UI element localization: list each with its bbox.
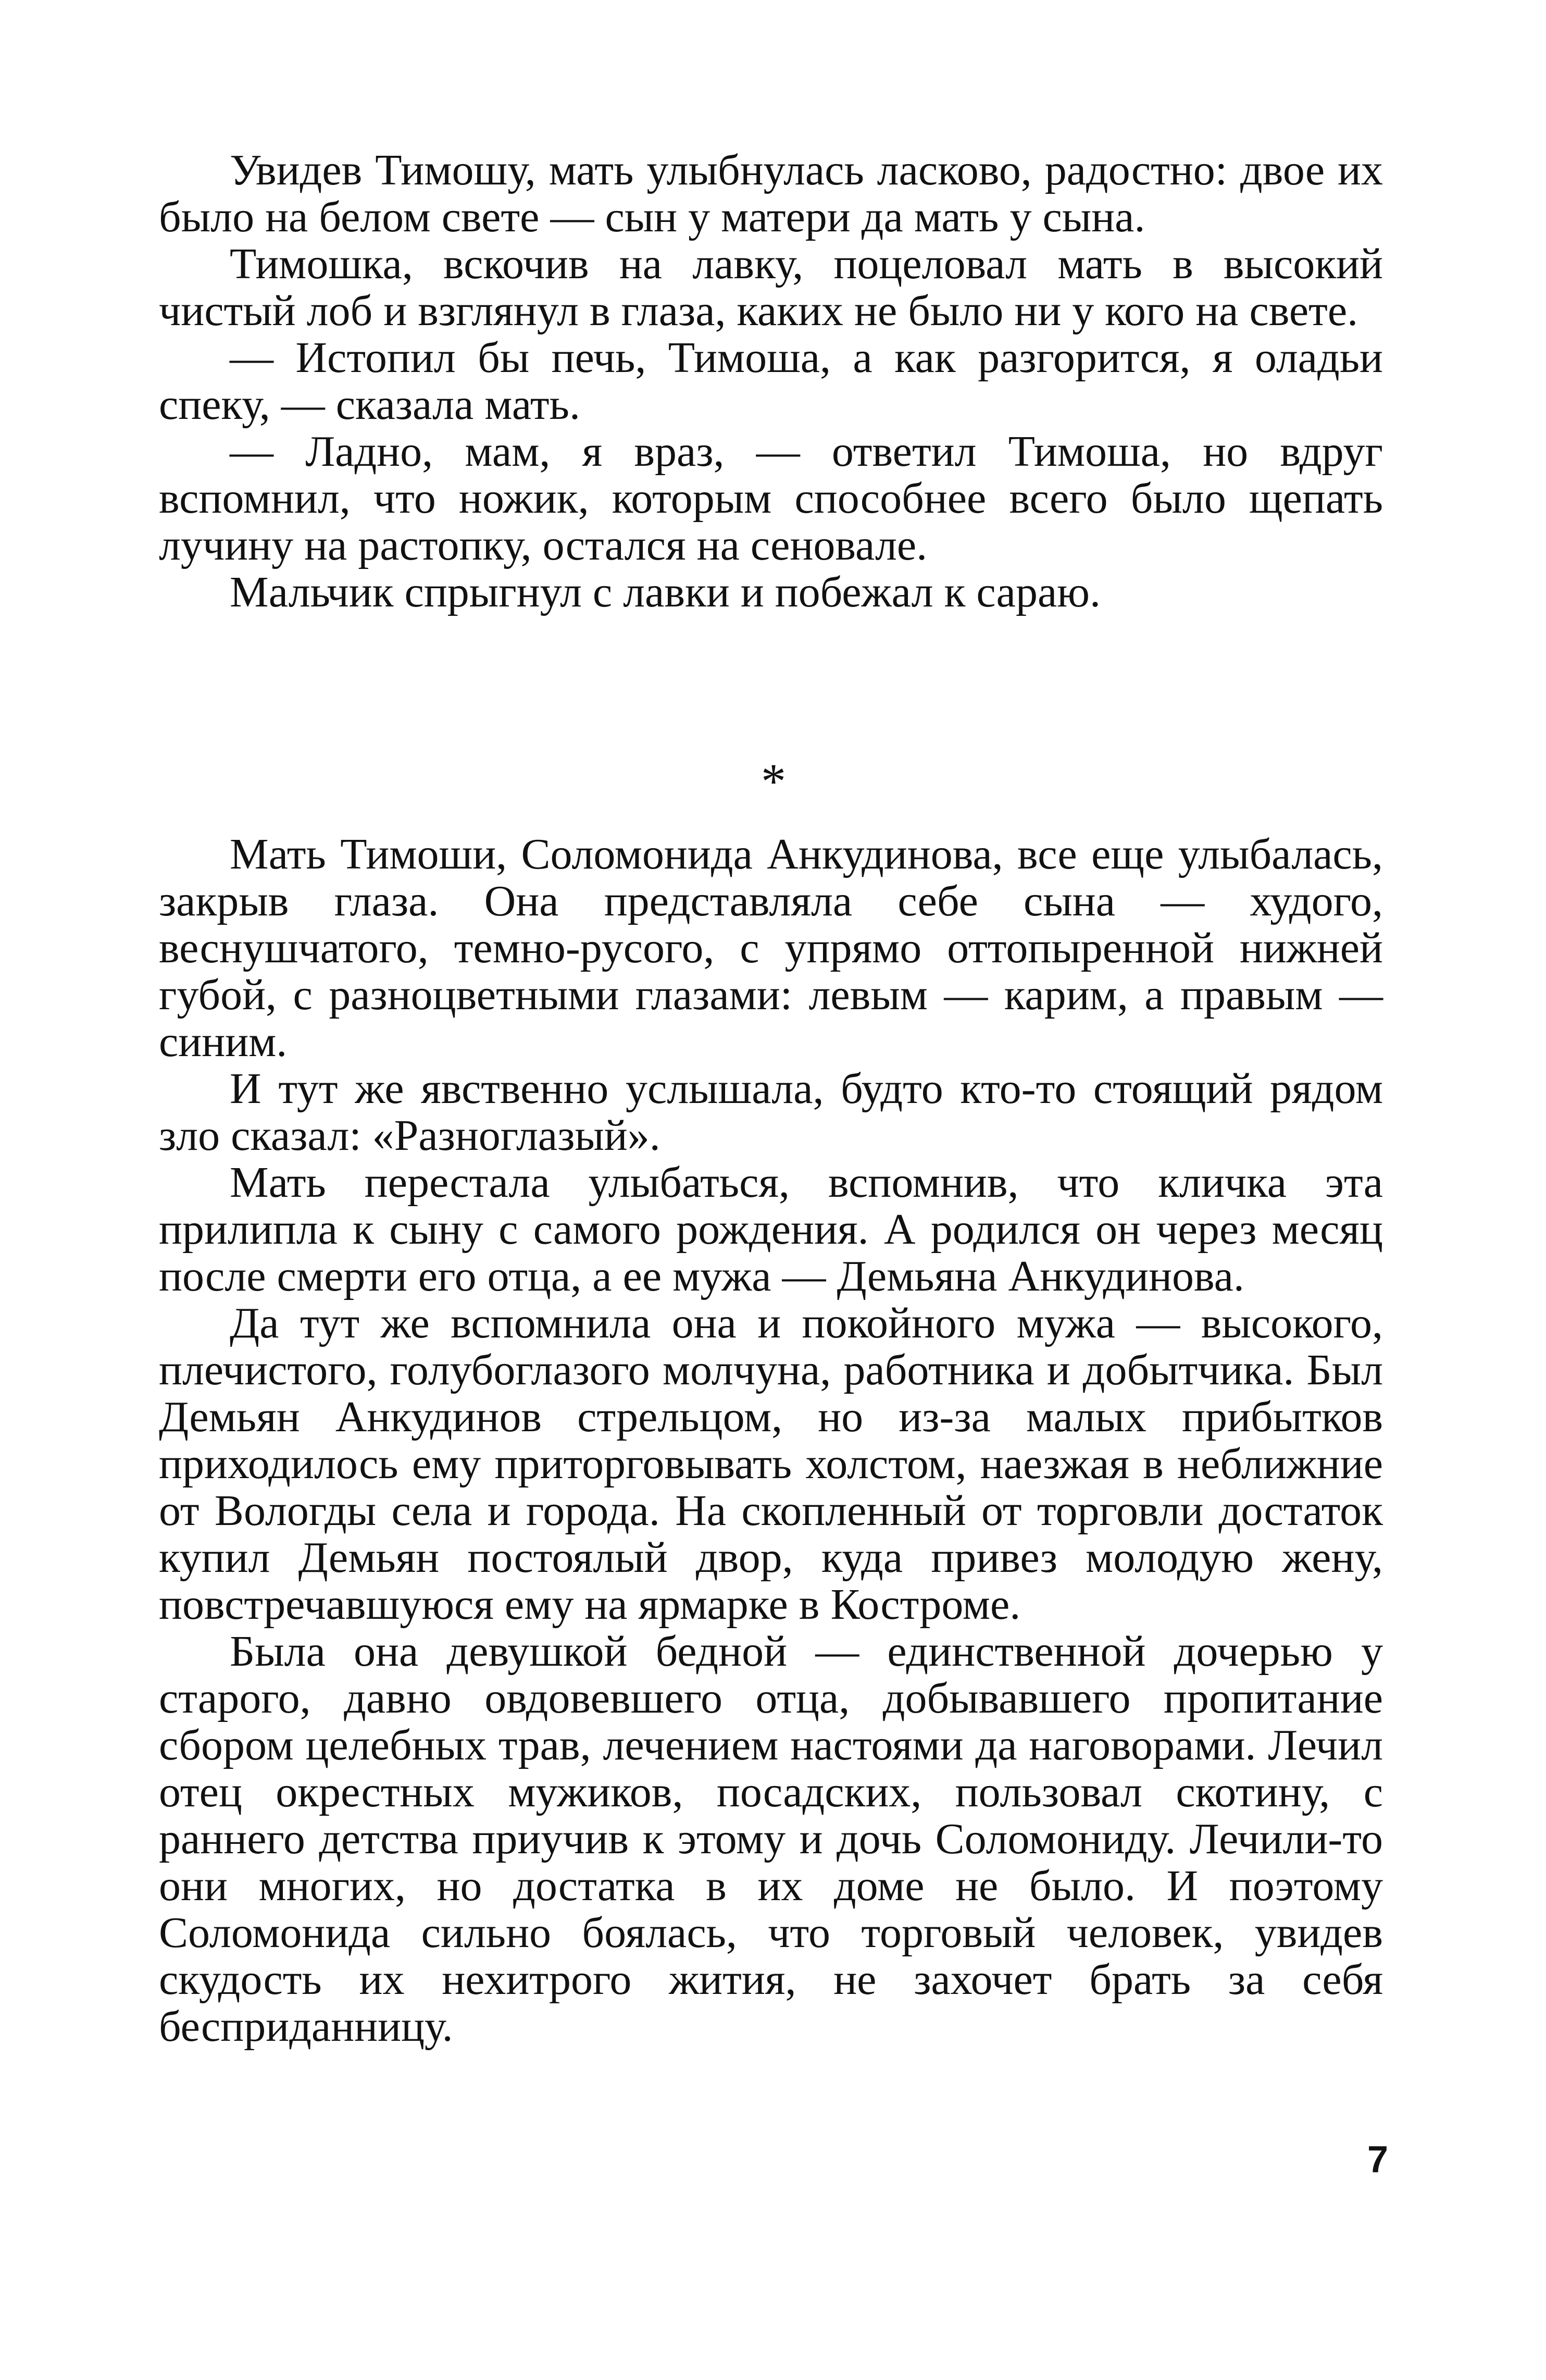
- paragraph: Тимошка, вскочив на лавку, поцеловал мать в высокий чистый лоб и взглянул в глаза, каких не было ни у кого на свете.: [159, 240, 1383, 335]
- section-separator: *: [761, 753, 786, 809]
- page-number: 7: [1367, 2139, 1388, 2180]
- paragraph: Мать перестала улыбаться, вспомнив, что кличка эта прилипла к сыну с самого рождения. А родился он через месяц после смерти его отца, а ее мужа — Демьяна Анкудинова.: [159, 1158, 1383, 1300]
- paragraph: Мать Тимоши, Соломонида Анкудинова, все еще улыбалась, закрыв глаза. Она представляла себе сына — худого, веснушчатого, темно-русого, с упрямо оттопыренной нижней губой, с разноцветными глазами: левым — карим, а правым — синим.: [159, 830, 1383, 1066]
- paragraph: И тут же явственно услышала, будто кто-то стоящий рядом зло сказал: «Разноглазый».: [159, 1064, 1383, 1160]
- text-section-bottom: [159, 831, 1383, 2050]
- paragraph: — Истопил бы печь, Тимоша, а как разгорится, я оладьи спеку, — сказала мать.: [159, 333, 1383, 429]
- text-section-top: [159, 147, 1383, 616]
- paragraph: — Ладно, мам, я враз, — ответил Тимоша, но вдруг вспомнил, что ножик, которым способнее всего было щепать лучину на растопку, остался на сеновале.: [159, 427, 1383, 569]
- paragraph: Увидев Тимошу, мать улыбнулась ласково, радостно: двое их было на белом свете — сын у матери да мать у сына.: [159, 146, 1383, 241]
- paragraph: Да тут же вспомнила она и покойного мужа — высокого, плечистого, голубоглазого молчуна, работника и добытчика. Был Демьян Анкудинов стрельцом, но из-за малых прибытков приходилось ему приторговывать холстом, наезжая в неближние от Вологды села и города. На скопленный от торговли достаток купил Демьян постоялый двор, куда привез молодую жену, повстречавшуюся ему на ярмарке в Костроме.: [159, 1299, 1383, 1629]
- paragraph: Мальчик спрыгнул с лавки и побежал к сараю.: [230, 568, 1101, 616]
- paragraph: Была она девушкой бедной — единственной дочерью у старого, давно овдовевшего отца, добывавшего пропитание сбором целебных трав, лечением настоями да наговорами. Лечил отец окрестных мужиков, посадских, пользовал скотину, с раннего детства приучив к этому и дочь Соломониду. Лечили-то они многих, но достатка в их доме не было. И поэтому Соломонида сильно боялась, что торговый человек, увидев скудость их нехитрого жития, не захочет брать за себя бесприданницу.: [159, 1627, 1383, 2051]
